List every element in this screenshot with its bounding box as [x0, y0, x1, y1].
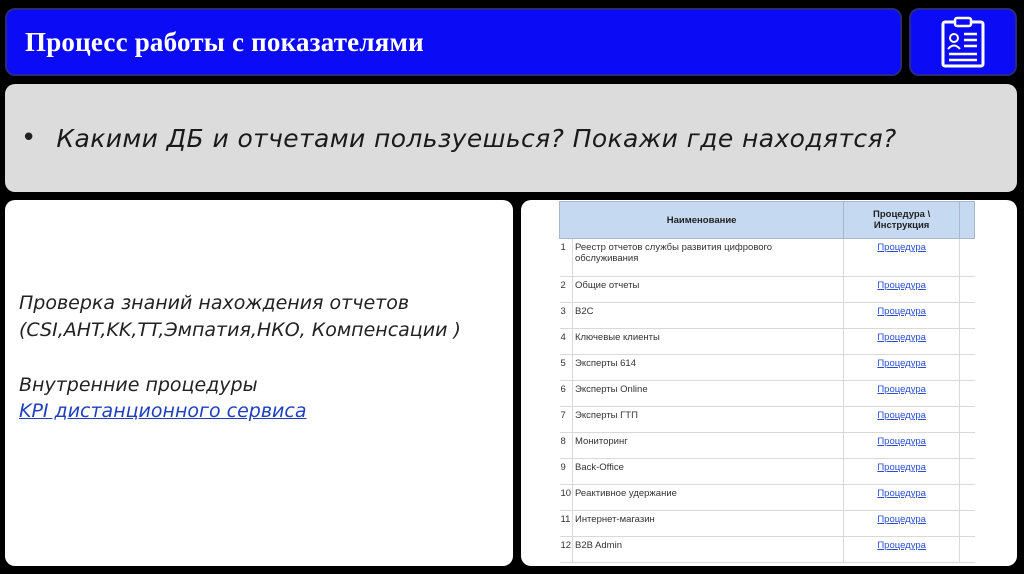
- procedure-link[interactable]: Процедура: [877, 436, 926, 447]
- row-number: 11: [560, 511, 573, 537]
- header-extra: [960, 202, 975, 239]
- table-row: [560, 277, 975, 303]
- row-number: 3: [560, 303, 573, 329]
- procedure-link[interactable]: Процедура: [877, 462, 926, 473]
- right-panel: [521, 200, 1017, 566]
- table-row: [560, 459, 975, 485]
- table-row: [560, 537, 975, 563]
- clipboard-icon: [940, 16, 986, 68]
- row-name: B2B Admin: [572, 537, 843, 563]
- left-panel: [5, 200, 513, 566]
- row-number: 2: [560, 277, 573, 303]
- row-number: 5: [560, 355, 573, 381]
- row-number: 7: [560, 407, 573, 433]
- header-procedure: Процедура \ Инструкция: [844, 202, 960, 239]
- row-name: Реактивное удержание: [572, 485, 843, 511]
- row-name: Ключевые клиенты: [572, 329, 843, 355]
- procedure-link[interactable]: Процедура: [877, 540, 926, 551]
- row-name: Эксперты ГТП: [572, 407, 843, 433]
- row-name: Мониторинг: [572, 433, 843, 459]
- header-name: Наименование: [560, 202, 844, 239]
- row-name: Реестр отчетов службы развития цифрового обслуживания: [572, 239, 843, 277]
- question-box: [5, 84, 1017, 192]
- procedure-link[interactable]: Процедура: [877, 384, 926, 395]
- procedure-link[interactable]: Процедура: [877, 358, 926, 369]
- row-number: 1: [560, 239, 573, 277]
- procedure-link[interactable]: Процедура: [877, 242, 926, 253]
- procedure-link[interactable]: Процедура: [877, 332, 926, 343]
- row-name: Эксперты 614: [572, 355, 843, 381]
- row-number: 10: [560, 485, 573, 511]
- row-name: Эксперты Online: [572, 381, 843, 407]
- row-number: 9: [560, 459, 573, 485]
- internal-procedures-label: Внутренние процедуры: [19, 374, 258, 396]
- table-row: [560, 433, 975, 459]
- kpi-link[interactable]: KPI дистанционного сервиса: [19, 400, 307, 422]
- procedure-link[interactable]: Процедура: [877, 280, 926, 291]
- procedure-link[interactable]: Процедура: [877, 514, 926, 525]
- table-row: [560, 381, 975, 407]
- row-name: B2C: [572, 303, 843, 329]
- row-name: Общие отчеты: [572, 277, 843, 303]
- header-icon-box: [909, 8, 1017, 76]
- row-name: Интернет-магазин: [572, 511, 843, 537]
- procedures-table: [559, 201, 975, 563]
- bullet: •: [21, 123, 37, 153]
- table-row: [560, 407, 975, 433]
- page-title: Процесс работы с показателями: [25, 26, 424, 57]
- report-knowledge-text: Проверка знаний нахождения отчетов (CSI,AHT,KK,TT,Эмпатия,НКО, Компенсации ): [19, 292, 461, 341]
- table-row: [560, 355, 975, 381]
- question-text: Какими ДБ и отчетами пользуешься? Покажи где находятся?: [56, 123, 897, 153]
- table-row: [560, 511, 975, 537]
- table-row: [560, 303, 975, 329]
- row-number: 4: [560, 329, 573, 355]
- procedure-link[interactable]: Процедура: [877, 488, 926, 499]
- row-number: 6: [560, 381, 573, 407]
- table-row: [560, 239, 975, 277]
- header-bar: [5, 8, 902, 76]
- procedure-link[interactable]: Процедура: [877, 306, 926, 317]
- row-number: 12: [560, 537, 573, 563]
- row-number: 8: [560, 433, 573, 459]
- row-name: Back-Office: [572, 459, 843, 485]
- table-row: [560, 485, 975, 511]
- procedure-link[interactable]: Процедура: [877, 410, 926, 421]
- table-header-row: [560, 202, 975, 239]
- table-row: [560, 329, 975, 355]
